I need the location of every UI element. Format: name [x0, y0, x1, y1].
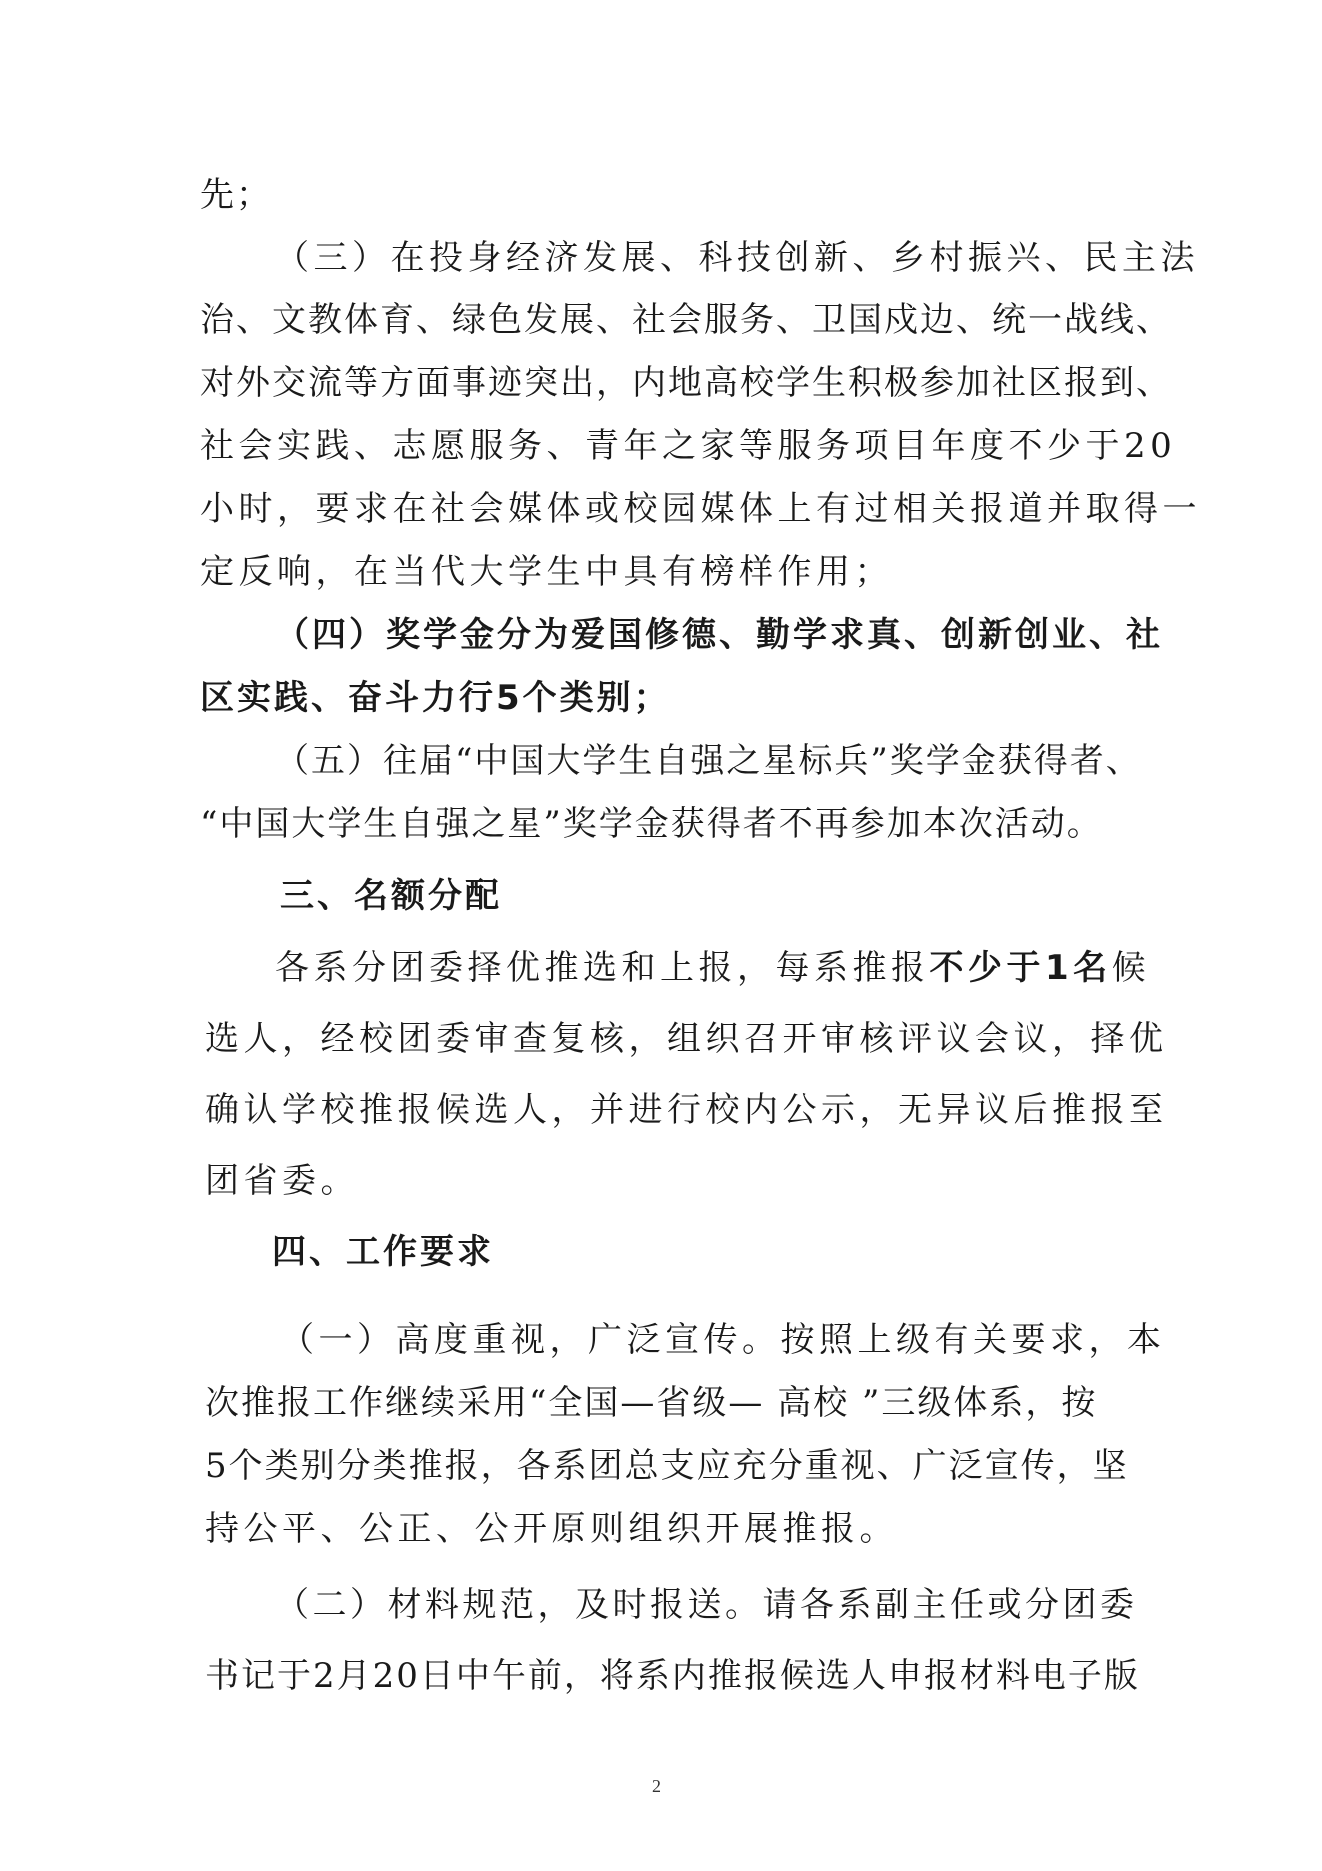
text-segment: 各系分团委择优推选和上报，每系推报 — [275, 948, 930, 988]
text-line: 社会实践、志愿服务、青年之家等服务项目年度不少于20 — [200, 426, 1177, 466]
text-line: （三）在投身经济发展、科技创新、乡村振兴、民主法 — [275, 238, 1199, 278]
bold-text-segment: 不少于1名 — [929, 948, 1112, 988]
text-line: 5个类别分类推报，各系团总支应充分重视、广泛宣传，坚 — [205, 1446, 1129, 1486]
section-heading: 四、工作要求 — [272, 1232, 494, 1272]
text-line: 持公平、公正、公开原则组织开展推报。 — [205, 1509, 898, 1549]
text-line: 确认学校推报候选人，并进行校内公示，无异议后推报至 — [205, 1090, 1168, 1130]
text-line — [275, 948, 1150, 988]
text-line: 书记于2月20日中午前，将系内推报候选人申报材料电子版 — [205, 1656, 1140, 1696]
page-number: 2 — [652, 1776, 661, 1796]
text-line: 次推报工作继续采用“全国—省级— 高校 ”三级体系，按 — [205, 1383, 1098, 1423]
bold-text-line: （四）奖学金分为爱国修德、勤学求真、创新创业、社 — [275, 615, 1163, 655]
text-line: 治、文教体育、绿色发展、社会服务、卫国戍边、统一战线、 — [200, 300, 1172, 340]
text-line: “中国大学生自强之星”奖学金获得者不再参加本次活动。 — [200, 804, 1103, 844]
text-line: （五）往届“中国大学生自强之星标兵”奖学金获得者、 — [275, 741, 1142, 781]
text-line: （二）材料规范，及时报送。请各系副主任或分团委 — [275, 1585, 1138, 1625]
text-line: 对外交流等方面事迹突出，内地高校学生积极参加社区报到、 — [200, 363, 1172, 403]
text-line: 定反响，在当代大学生中具有榜样作用； — [200, 552, 893, 592]
text-segment: 候 — [1111, 948, 1151, 988]
text-line: 选人，经校团委审查复核，组织召开审核评议会议，择优 — [205, 1019, 1168, 1059]
bold-text-line: 区实践、奋斗力行5个类别； — [200, 678, 671, 718]
section-heading: 三、名额分配 — [280, 876, 502, 916]
text-line: 团省委。 — [205, 1161, 359, 1201]
text-line: （一）高度重视，广泛宣传。按照上级有关要求，本 — [280, 1320, 1166, 1360]
text-line: 小时，要求在社会媒体或校园媒体上有过相关报道并取得一 — [200, 489, 1201, 529]
text-line: 先； — [200, 175, 272, 215]
